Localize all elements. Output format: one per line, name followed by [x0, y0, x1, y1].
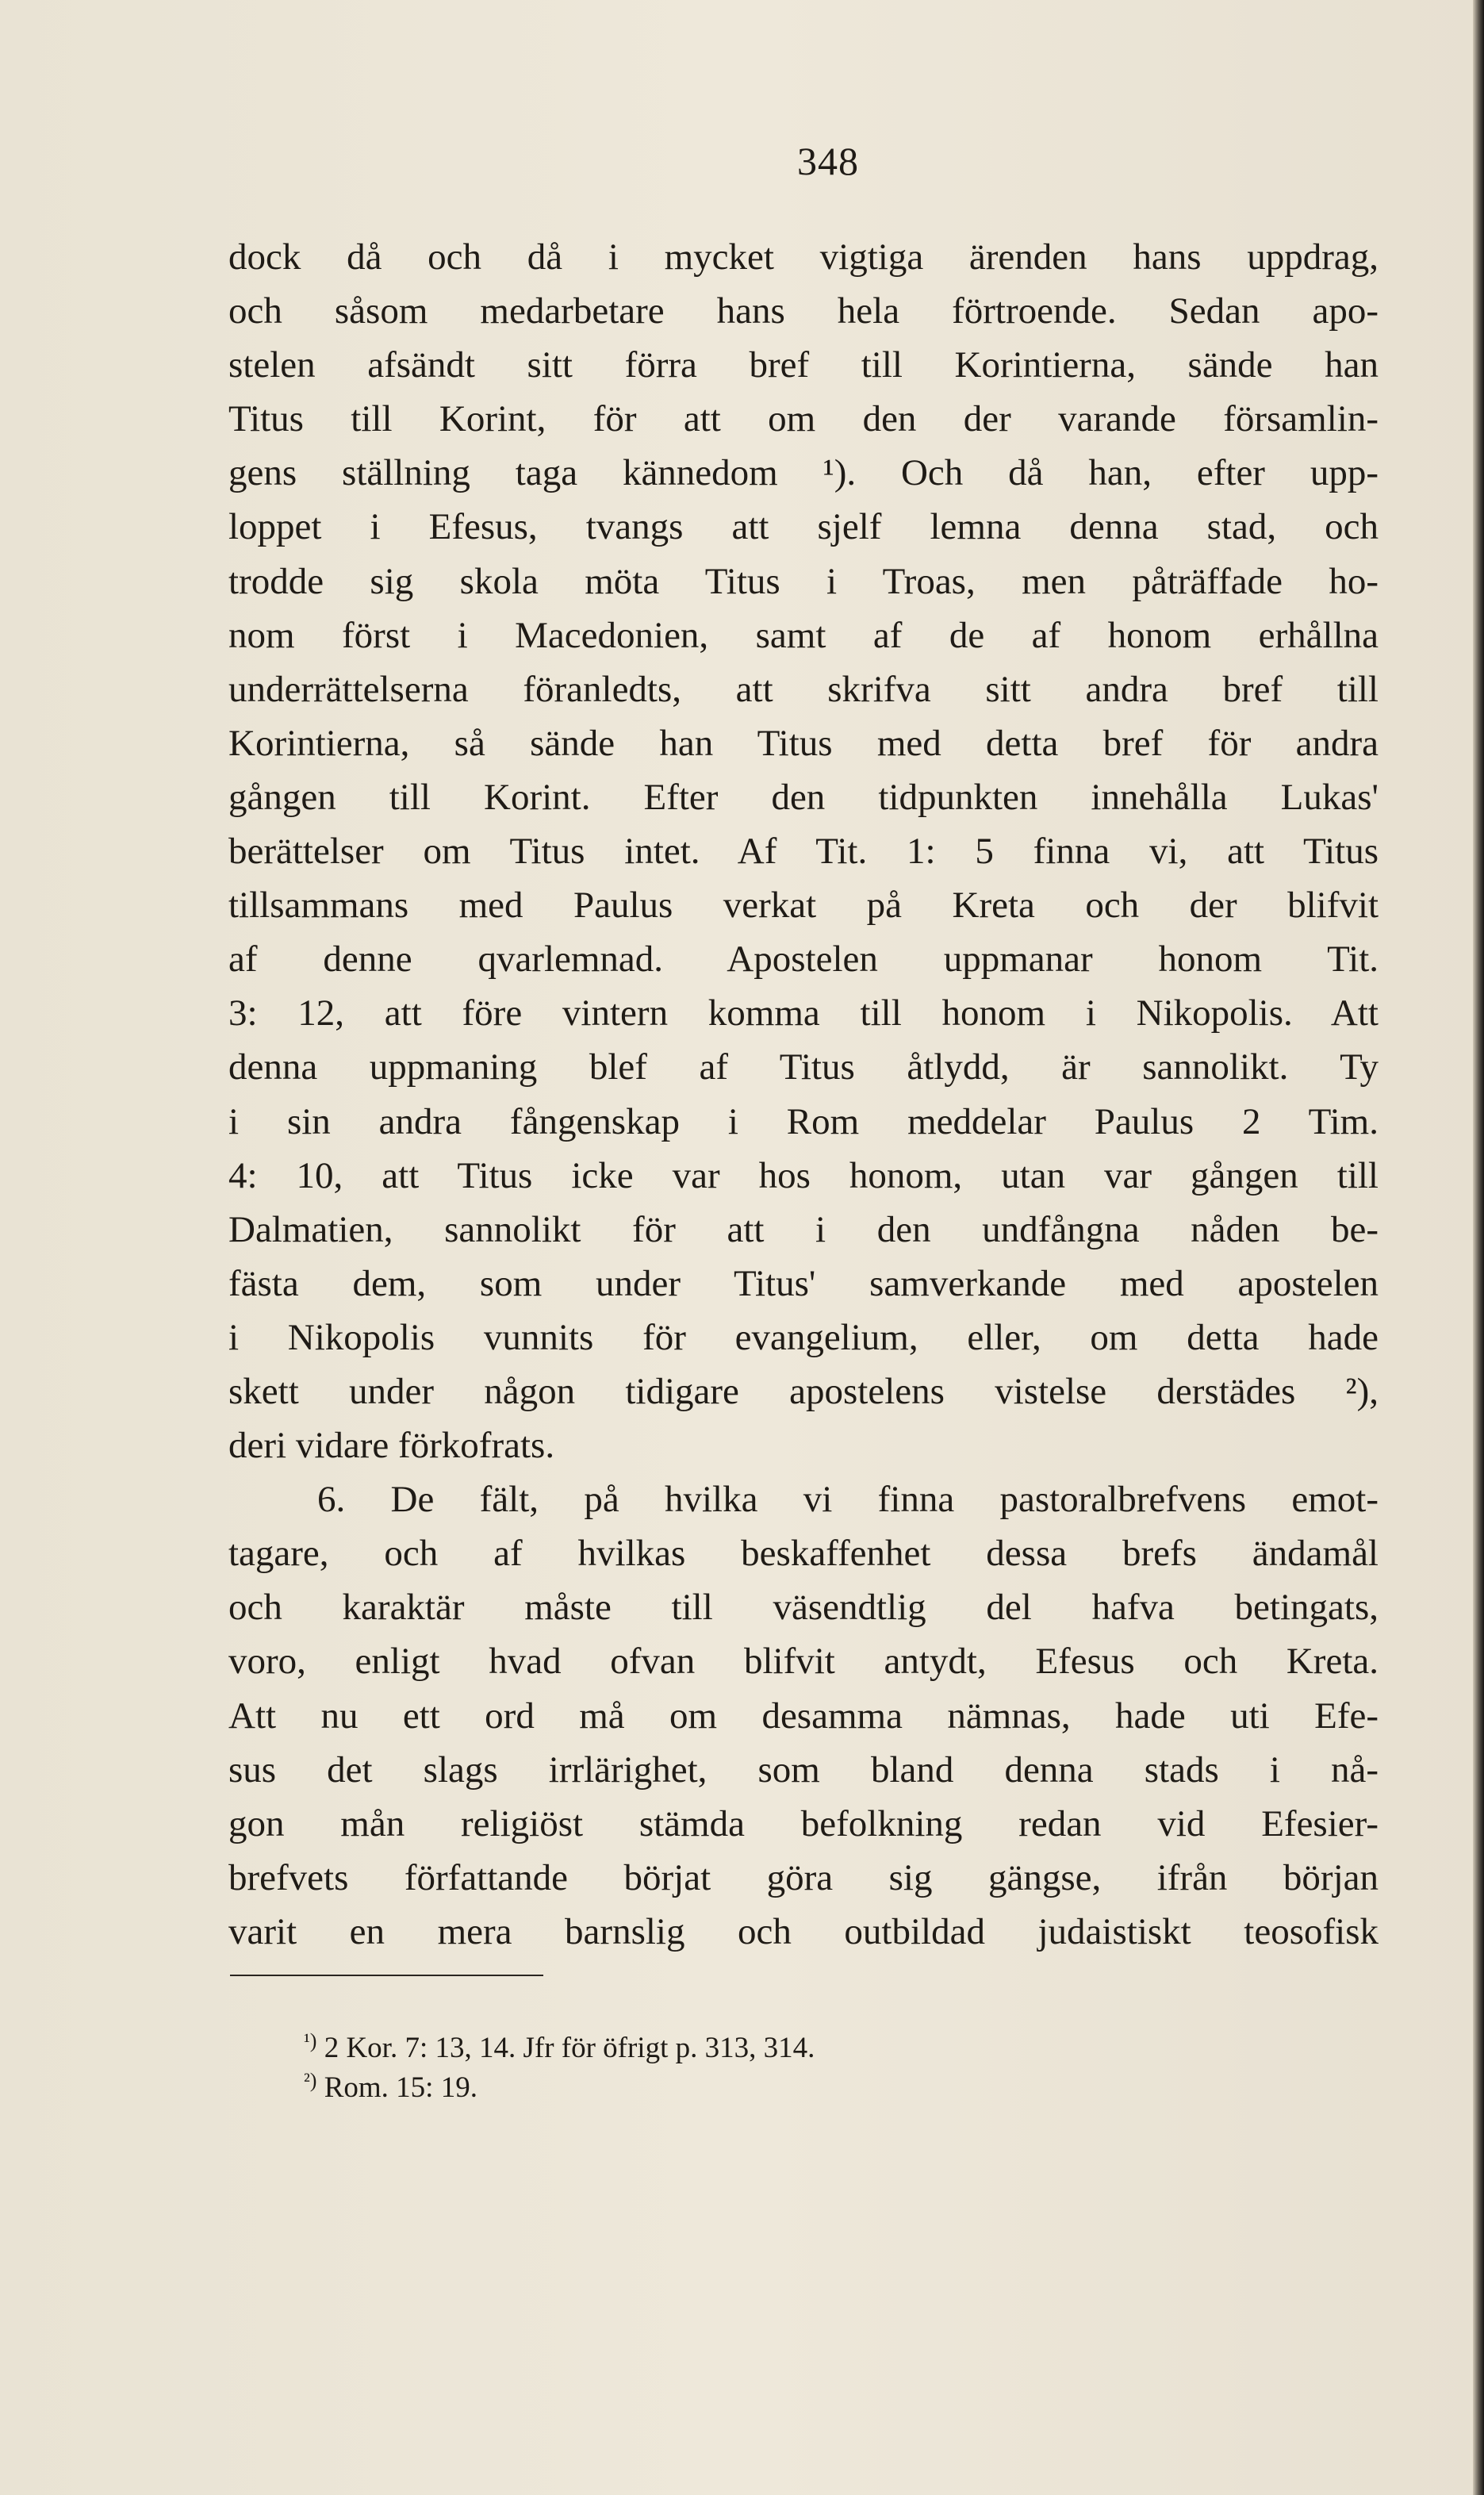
- text-line: i sin andra fångenskap i Rom meddelar Paulus 2 Tim.: [228, 1100, 1379, 1142]
- text-line: 4: 10, att Titus icke var hos honom, utan var gången till: [228, 1154, 1379, 1196]
- text-line: tillsammans med Paulus verkat på Kreta och der blifvit: [228, 885, 1379, 927]
- text-line: loppet i Efesus, tvangs att sjelf lemna denna stad, och: [228, 506, 1379, 548]
- text-line: stelen afsändt sitt förra bref till Korintierna, sände han: [228, 344, 1379, 386]
- text-line: denna uppmaning blef af Titus åtlydd, är sannolikt. Ty: [228, 1046, 1379, 1088]
- footnote-text: Rom. 15: 19.: [324, 2071, 477, 2104]
- body-text: [228, 230, 1379, 1959]
- text-line: i Nikopolis vunnits för evangelium, eller, om detta hade: [228, 1316, 1379, 1358]
- text-line: fästa dem, som under Titus' samverkande med apostelen: [228, 1262, 1379, 1304]
- text-line: Korintierna, så sände han Titus med detta bref för andra: [228, 722, 1379, 764]
- footnote-marker: ¹): [304, 2029, 317, 2052]
- text-line: dock då och då i mycket vigtiga ärenden hans uppdrag,: [228, 236, 1379, 278]
- text-line: 3: 12, att före vintern komma till honom i Nikopolis. Att: [228, 992, 1379, 1034]
- text-line: brefvets författande börjat göra sig gängse, ifrån början: [228, 1856, 1379, 1898]
- text-line: varit en mera barnslig och outbildad judaistiskt teosofisk: [228, 1910, 1379, 1952]
- text-line: 6. De fält, på hvilka vi finna pastoralbrefvens emot-: [317, 1479, 1379, 1521]
- text-line: Dalmatien, sannolikt för att i den undfångna nåden be-: [228, 1208, 1379, 1250]
- footnote: [304, 2021, 1176, 2064]
- text-line: skett under någon tidigare apostelens vistelse derstädes ²),: [228, 1370, 1379, 1412]
- text-line: gens ställning taga kännedom ¹). Och då han, efter upp-: [228, 452, 1379, 494]
- page-number: 348: [797, 139, 859, 183]
- text-line: och såsom medarbetare hans hela förtroende. Sedan apo-: [228, 290, 1379, 332]
- text-line: gången till Korint. Efter den tidpunkten innehålla Lukas': [228, 776, 1379, 818]
- text-line: och karaktär måste till väsendtlig del hafva betingats,: [228, 1587, 1379, 1629]
- text-line: voro, enligt hvad ofvan blifvit antydt, Efesus och Kreta.: [228, 1641, 1379, 1683]
- text-line: sus det slags irrlärighet, som bland denna stads i nå-: [228, 1748, 1379, 1791]
- text-line: gon mån religiöst stämda befolkning redan vid Efesier-: [228, 1802, 1379, 1844]
- text-line: trodde sig skola möta Titus i Troas, men påträffade ho-: [228, 560, 1379, 602]
- footnote-divider: [230, 1975, 543, 1976]
- page-edge-shadow: [1473, 0, 1484, 2495]
- text-line: tagare, och af hvilkas beskaffenhet dessa brefs ändamål: [228, 1533, 1379, 1575]
- text-line: nom först i Macedonien, samt af de af honom erhållna: [228, 614, 1379, 656]
- text-line: Att nu ett ord må om desamma nämnas, hade uti Efe-: [228, 1695, 1379, 1737]
- text-line: underrättelserna föranledts, att skrifva sitt andra bref till: [228, 668, 1379, 710]
- footnotes: [304, 2021, 1176, 2104]
- footnote-marker: ²): [304, 2069, 317, 2092]
- text-line: deri vidare förkofrats.: [228, 1425, 555, 1467]
- text-line: Titus till Korint, för att om den der varande församlin-: [228, 398, 1379, 440]
- text-line: af denne qvarlemnad. Apostelen uppmanar honom Tit.: [228, 939, 1379, 981]
- footnote: [304, 2061, 1176, 2104]
- footnote-text: 2 Kor. 7: 13, 14. Jfr för öfrigt p. 313, 314.: [324, 2032, 815, 2064]
- text-line: berättelser om Titus intet. Af Tit. 1: 5 finna vi, att Titus: [228, 831, 1379, 873]
